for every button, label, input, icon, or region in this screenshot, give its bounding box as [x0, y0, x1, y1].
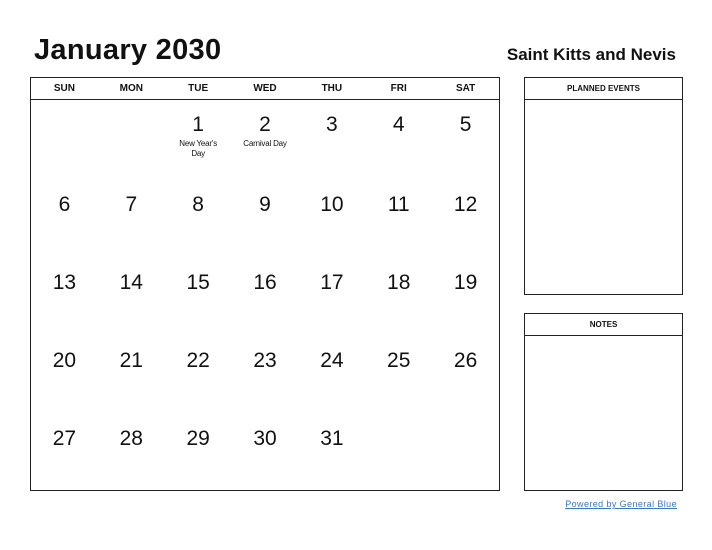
day-number: 25 [387, 349, 411, 372]
page-title: January 2030 [34, 34, 222, 66]
day-number: 20 [52, 349, 77, 372]
powered-by-link[interactable]: Powered by General Blue [565, 499, 677, 509]
day-number: 8 [192, 193, 204, 216]
day-number: 30 [253, 427, 277, 450]
calendar-day-cell [365, 100, 432, 180]
day-number: 11 [387, 193, 410, 216]
calendar-empty-cell [31, 100, 98, 180]
day-of-week-label: THU [321, 83, 343, 94]
calendar-week-row [31, 336, 499, 414]
calendar-day-cell [165, 180, 232, 258]
day-number: 6 [58, 193, 71, 216]
day-number: 15 [186, 271, 210, 294]
calendar-day-cell [432, 258, 499, 336]
calendar-empty-cell [432, 414, 499, 492]
day-number: 17 [320, 271, 344, 294]
day-of-week-label: TUE [188, 83, 209, 94]
calendar-day-cell [165, 336, 232, 414]
calendar-day-cell [98, 258, 165, 336]
calendar-day-cell [232, 258, 299, 336]
day-number: 23 [253, 349, 277, 372]
day-number: 28 [119, 427, 143, 450]
day-number: 7 [125, 193, 138, 216]
calendar-day-cell [165, 258, 232, 336]
day-number: 5 [459, 113, 472, 136]
calendar-grid [30, 77, 500, 491]
calendar-day-cell [298, 414, 365, 492]
calendar-day-cell [298, 258, 365, 336]
day-number: 3 [326, 113, 338, 136]
planned-events-panel [524, 77, 683, 295]
day-number: 21 [119, 349, 143, 372]
calendar-day-cell [232, 336, 299, 414]
day-number: 31 [320, 427, 344, 450]
day-number: 29 [186, 427, 210, 450]
calendar-day-cell [232, 100, 299, 180]
planned-events-header: PLANNED EVENTS [525, 78, 682, 100]
day-number: 14 [119, 271, 143, 294]
day-number: 24 [320, 349, 344, 372]
day-number: 26 [453, 349, 478, 372]
calendar-empty-cell [98, 100, 165, 180]
calendar-day-cell [432, 100, 499, 180]
day-number: 2 [259, 113, 271, 136]
day-number: 27 [52, 427, 77, 450]
day-of-week-label: WED [253, 83, 277, 94]
calendar-day-cell [432, 336, 499, 414]
day-number: 16 [253, 271, 277, 294]
notes-header: NOTES [525, 314, 682, 336]
day-number: 9 [259, 193, 271, 216]
day-number: 12 [453, 193, 478, 216]
day-of-week-header [31, 78, 499, 100]
calendar-day-cell [165, 100, 232, 180]
calendar-day-cell [365, 258, 432, 336]
country-name: Saint Kitts and Nevis [506, 45, 676, 64]
day-of-week-label: MON [119, 83, 143, 94]
holiday-label: Carnival Day [243, 139, 287, 148]
calendar-day-cell [98, 336, 165, 414]
day-number: 1 [192, 113, 204, 136]
calendar-day-cell [365, 180, 432, 258]
calendar-day-cell [98, 180, 165, 258]
day-of-week-label: FRI [390, 83, 407, 94]
calendar-day-cell [31, 258, 98, 336]
calendar-week-row [31, 100, 499, 180]
calendar-day-cell [232, 180, 299, 258]
day-number: 22 [186, 349, 210, 372]
calendar-day-cell [232, 414, 299, 492]
calendar-empty-cell [365, 414, 432, 492]
calendar-day-cell [31, 414, 98, 492]
calendar-day-cell [165, 414, 232, 492]
notes-panel [524, 313, 683, 491]
calendar-day-cell [31, 336, 98, 414]
day-number: 10 [320, 193, 344, 216]
calendar-day-cell [298, 336, 365, 414]
day-of-week-label: SUN [53, 83, 75, 94]
calendar-week-row [31, 258, 499, 336]
calendar-day-cell [432, 180, 499, 258]
day-of-week-label: SAT [455, 83, 476, 94]
calendar-day-cell [31, 180, 98, 258]
day-number: 4 [392, 113, 405, 136]
day-number: 18 [387, 271, 411, 294]
calendar-day-cell [98, 414, 165, 492]
calendar-day-cell [298, 100, 365, 180]
calendar-weeks [31, 100, 499, 492]
day-number: 19 [453, 271, 478, 294]
calendar-week-row [31, 414, 499, 492]
holiday-label: New Year's Day [179, 139, 218, 158]
calendar-week-row [31, 180, 499, 258]
day-number: 13 [52, 271, 77, 294]
calendar-day-cell [365, 336, 432, 414]
calendar-day-cell [298, 180, 365, 258]
